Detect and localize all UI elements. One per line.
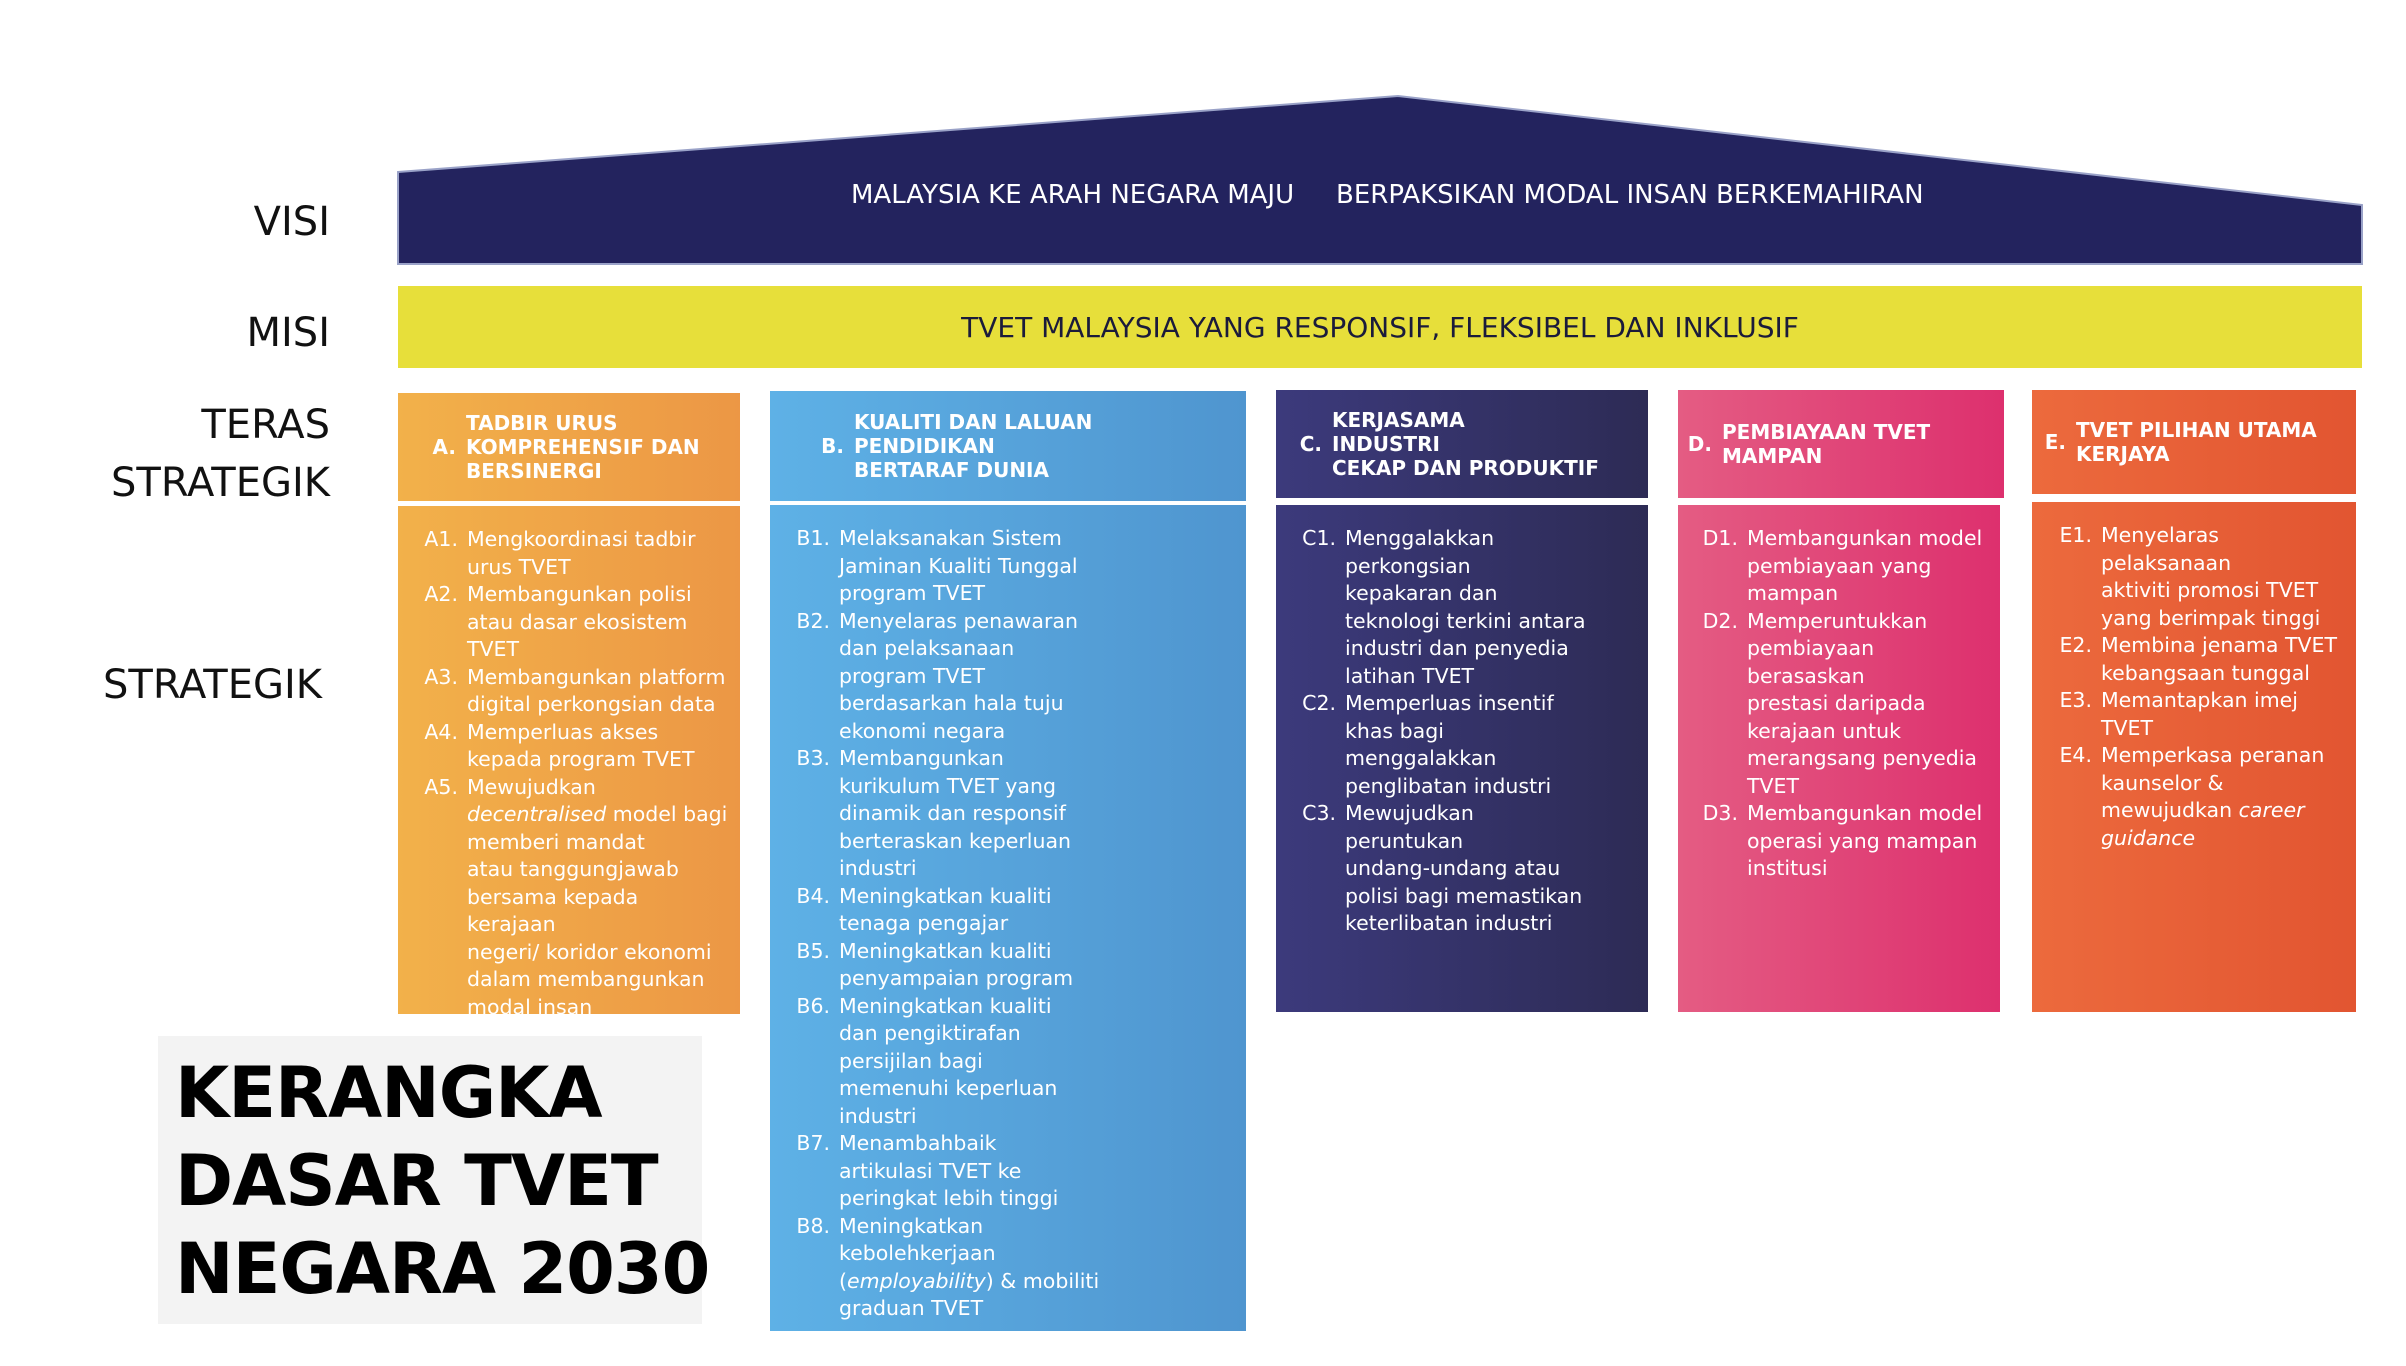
strategy-item: [2032, 687, 2348, 742]
pillar-key: E.: [2044, 430, 2066, 454]
strategy-line: berteraskan keperluan: [839, 828, 1072, 853]
strategy-line: Memantapkan imej: [2101, 688, 2298, 712]
pillar-key: B.: [821, 434, 844, 458]
strategy-line: institusi: [1747, 856, 1828, 880]
strategy-line: dalam membangunkan: [467, 967, 705, 991]
strategy-line: bersama kepada kerajaan: [467, 884, 639, 936]
strategy-code: D2.: [1702, 608, 1738, 633]
strategy-line: Menggalakkan: [1345, 526, 1495, 550]
strategy-line: operasi yang mampan: [1747, 828, 1978, 853]
strategy-line: Membina jenama TVET: [2101, 633, 2337, 657]
strategy-code: B4.: [796, 883, 830, 908]
pillar-b-strategies: [770, 505, 1246, 1331]
strategy-line: Memperluas insentif: [1345, 691, 1554, 715]
strategy-text: [1747, 800, 1992, 883]
strategy-text: [2101, 742, 2348, 852]
strategy-text: [467, 664, 730, 719]
strategy-line: Membangunkan platform: [467, 664, 726, 689]
strategy-line: undang-undang atau: [1345, 856, 1561, 880]
strategy-item: [398, 664, 730, 719]
strategy-line: Membangunkan polisi: [467, 582, 692, 606]
strategy-code: E2.: [2059, 633, 2092, 657]
pillar-title-line: BERSINERGI: [466, 459, 602, 483]
strategy-line: mampan: [1747, 581, 1839, 605]
strategy-line: peruntukan: [1345, 828, 1464, 853]
visi-text-1: MALAYSIA KE ARAH NEGARA MAJU: [851, 180, 1295, 210]
strategy-line: Memperkasa peranan: [2101, 743, 2325, 767]
strategy-item: [770, 608, 1236, 746]
label-strategik: STRATEGIK: [103, 662, 322, 708]
strategy-line: guidance: [2101, 825, 2196, 850]
pillar-title: [854, 410, 1246, 482]
strategy-line: Membangunkan model: [1747, 526, 1983, 550]
strategy-line: berasaskan: [1747, 663, 1865, 688]
strategy-line: Membangunkan model: [1747, 801, 1983, 825]
pillar-title-line: KERJASAMA: [1332, 408, 1465, 432]
pillar-title-line: KUALITI DAN LALUAN: [854, 410, 1093, 434]
strategy-line: industri: [839, 1103, 917, 1128]
pillar-key: D.: [1687, 432, 1712, 456]
strategy-code: B6.: [796, 993, 830, 1018]
strategy-line: negeri/ koridor ekonomi: [467, 939, 712, 964]
strategy-item: [398, 774, 730, 1022]
strategy-line: Membangunkan: [839, 746, 1004, 770]
strategy-item: [1276, 690, 1638, 800]
strategy-line: kepada program TVET: [467, 747, 695, 771]
pillar-title-line: CEKAP DAN PRODUKTIF: [1332, 456, 1599, 480]
label-teras-2: STRATEGIK: [111, 460, 330, 506]
strategy-text: [1747, 525, 1992, 608]
strategy-line: penglibatan industri: [1345, 773, 1552, 798]
strategy-code: B3.: [796, 746, 830, 770]
strategy-line: kurikulum TVET yang: [839, 773, 1057, 798]
strategy-line: industri: [839, 856, 917, 880]
strategy-line: Mewujudkan: [1345, 801, 1474, 825]
pillar-title-line: TVET PILIHAN UTAMA: [2076, 418, 2317, 442]
strategy-line: Memperluas akses: [467, 719, 659, 744]
strategy-line: program TVET: [839, 581, 986, 605]
strategy-line: Menyelaras penawaran: [839, 608, 1078, 633]
strategy-line: kaunselor &: [2101, 770, 2224, 795]
strategy-item: [398, 526, 730, 581]
strategy-line: TVET: [2101, 715, 2154, 740]
strategy-text: [839, 745, 1236, 883]
strategy-line: pembiayaan: [1747, 636, 1875, 660]
strategy-code: B1.: [796, 526, 830, 550]
pillar-title: [2076, 418, 2356, 466]
strategy-line: dan pelaksanaan: [839, 636, 1015, 660]
strategy-item: [2032, 742, 2348, 852]
label-visi: VISI: [253, 199, 330, 245]
strategy-text: [467, 774, 730, 1022]
strategy-line: kepakaran dan: [1345, 581, 1498, 605]
strategy-item: [770, 1213, 1236, 1323]
pillar-title-line: MAMPAN: [1722, 444, 1823, 468]
strategy-line: Memperuntukkan: [1747, 608, 1928, 633]
strategy-line: Jaminan Kualiti Tunggal: [839, 553, 1078, 578]
title-line-1: KERANGKA: [175, 1052, 602, 1134]
strategy-line: modal insan: [467, 994, 593, 1019]
strategy-line: decentralised model bagi: [467, 802, 728, 826]
strategy-text: [467, 581, 730, 664]
strategy-line: memenuhi keperluan: [839, 1076, 1058, 1100]
strategy-line: Mewujudkan: [467, 774, 596, 799]
strategy-line: tenaga pengajar: [839, 911, 1009, 935]
strategy-line: ekonomi negara: [839, 718, 1006, 743]
strategy-line: aktiviti promosi TVET: [2101, 578, 2319, 602]
strategy-text: [1345, 690, 1638, 800]
strategy-item: [1678, 608, 1992, 801]
strategy-line: dinamik dan responsif: [839, 801, 1066, 825]
visi-banner: [0, 0, 2406, 280]
pillar-b-header: [770, 391, 1246, 501]
strategy-text: [2101, 687, 2348, 742]
strategy-item: [398, 719, 730, 774]
pillar-a-header: [398, 393, 740, 501]
strategy-line: atau tanggungjawab: [467, 857, 679, 881]
pillar-title-line: INDUSTRI: [1332, 432, 1440, 456]
strategy-item: [770, 1130, 1236, 1213]
strategy-line: TVET: [1747, 773, 1800, 798]
strategy-line: dan pengiktirafan: [839, 1021, 1021, 1045]
strategy-code: B5.: [796, 938, 830, 963]
pillar-a-strategies: [398, 506, 740, 1019]
strategy-text: [839, 938, 1236, 993]
label-misi: MISI: [246, 310, 330, 356]
strategy-line: peringkat lebih tinggi: [839, 1186, 1059, 1210]
pillar-title-line: TADBIR URUS: [466, 411, 618, 435]
strategy-item: [398, 581, 730, 664]
strategy-line: artikulasi TVET ke: [839, 1158, 1022, 1183]
strategy-item: [1678, 800, 1992, 883]
pillar-c-header: [1276, 390, 1648, 498]
strategy-line: memberi mandat: [467, 829, 645, 854]
strategy-line: latihan TVET: [1345, 663, 1475, 688]
strategy-line: kebolehkerjaan: [839, 1241, 996, 1265]
strategy-line: atau dasar ekosistem: [467, 609, 688, 634]
strategy-item: [770, 993, 1236, 1131]
strategy-item: [2032, 632, 2348, 687]
strategy-code: A4.: [424, 719, 458, 744]
strategy-code: D1.: [1702, 526, 1738, 550]
strategy-code: C1.: [1302, 526, 1336, 550]
strategy-line: Meningkatkan kualiti: [839, 883, 1052, 908]
strategy-text: [1747, 608, 1992, 801]
strategy-item: [1276, 525, 1638, 690]
pillar-title-line: PEMBIAYAAN TVET: [1722, 420, 1931, 444]
pillar-title-line: KERJAYA: [2076, 442, 2170, 466]
strategy-line: Mengkoordinasi tadbir: [467, 527, 696, 551]
strategy-line: yang berimpak tinggi: [2101, 605, 2321, 630]
strategy-text: [839, 525, 1236, 608]
strategy-line: Meningkatkan: [839, 1213, 984, 1238]
strategy-text: [467, 719, 730, 774]
strategy-line: industri dan penyedia: [1345, 636, 1569, 660]
strategy-text: [467, 526, 730, 581]
pillar-title: [1332, 408, 1648, 480]
visi-text-2: BERPAKSIKAN MODAL INSAN BERKEMAHIRAN: [1336, 180, 1924, 210]
pillar-e-header: [2032, 390, 2356, 494]
pillar-d-strategies: [1678, 505, 2000, 1012]
strategy-code: A1.: [424, 527, 458, 551]
strategy-line: graduan TVET: [839, 1296, 984, 1320]
strategy-item: [770, 883, 1236, 938]
strategy-text: [839, 1213, 1236, 1323]
strategy-line: Menambahbaik: [839, 1131, 997, 1155]
strategy-text: [1345, 800, 1638, 938]
strategy-item: [770, 938, 1236, 993]
strategy-line: merangsang penyedia: [1747, 746, 1977, 770]
pillar-title-line: KOMPREHENSIF DAN: [466, 435, 700, 459]
strategy-line: khas bagi: [1345, 718, 1444, 743]
strategy-text: [1345, 525, 1638, 690]
strategy-code: A3.: [424, 664, 458, 689]
misi-text: TVET MALAYSIA YANG RESPONSIF, FLEKSIBEL DAN INKLUSIF: [961, 310, 1799, 344]
pillar-d-header: [1678, 390, 2004, 498]
strategy-line: kerajaan untuk: [1747, 718, 1901, 743]
strategy-code: E1.: [2059, 523, 2092, 547]
strategy-code: B2.: [796, 608, 830, 633]
strategy-text: [2101, 632, 2348, 687]
strategy-item: [1276, 800, 1638, 938]
strategy-line: polisi bagi memastikan: [1345, 883, 1583, 908]
strategy-line: TVET: [467, 637, 520, 661]
strategy-line: Meningkatkan kualiti: [839, 993, 1052, 1018]
strategy-line: perkongsian: [1345, 553, 1471, 578]
strategy-line: teknologi terkini antara: [1345, 608, 1586, 633]
strategy-line: pelaksanaan: [2101, 550, 2232, 575]
strategy-code: D3.: [1702, 801, 1738, 825]
strategy-line: digital perkongsian data: [467, 692, 716, 716]
strategy-text: [839, 608, 1236, 746]
title-line-2: DASAR TVET: [175, 1140, 658, 1222]
pillar-title: [466, 411, 740, 483]
strategy-line: kebangsaan tunggal: [2101, 660, 2310, 685]
strategy-line: (employability) & mobiliti: [839, 1268, 1100, 1293]
title-line-3: NEGARA 2030: [175, 1228, 710, 1310]
strategy-line: prestasi daripada: [1747, 691, 1926, 715]
strategy-code: A2.: [424, 582, 458, 606]
strategy-line: Menyelaras: [2101, 523, 2219, 547]
strategy-line: penyampaian program: [839, 966, 1074, 990]
strategy-line: pembiayaan yang: [1747, 553, 1932, 578]
strategy-item: [770, 745, 1236, 883]
strategy-line: urus TVET: [467, 554, 571, 579]
pillar-e-strategies: [2032, 502, 2356, 1012]
pillar-title: [1722, 420, 2004, 468]
strategy-code: C2.: [1302, 691, 1336, 715]
label-teras-1: TERAS: [201, 402, 330, 448]
pillar-key: C.: [1299, 432, 1322, 456]
strategy-code: E3.: [2059, 688, 2092, 712]
pillar-key: A.: [432, 435, 456, 459]
strategy-text: [839, 883, 1236, 938]
strategy-code: E4.: [2059, 743, 2092, 767]
strategy-line: Melaksanakan Sistem: [839, 526, 1062, 550]
strategy-line: mewujudkan career: [2101, 798, 2305, 822]
strategy-line: berdasarkan hala tuju: [839, 691, 1064, 715]
strategy-item: [1678, 525, 1992, 608]
strategy-text: [839, 1130, 1236, 1213]
pillar-title-line: BERTARAF DUNIA: [854, 458, 1049, 482]
strategy-line: persijilan bagi: [839, 1048, 983, 1073]
strategy-code: B8.: [796, 1213, 830, 1238]
strategy-item: [2032, 522, 2348, 632]
strategy-line: menggalakkan: [1345, 746, 1497, 770]
strategy-code: B7.: [796, 1131, 830, 1155]
pillar-title-line: PENDIDIKAN: [854, 434, 995, 458]
strategy-code: C3.: [1302, 801, 1336, 825]
strategy-line: keterlibatan industri: [1345, 911, 1553, 935]
misi-band: [398, 286, 2362, 368]
pillar-c-strategies: [1276, 505, 1648, 1012]
strategy-text: [839, 993, 1236, 1131]
strategy-line: Meningkatkan kualiti: [839, 938, 1052, 963]
strategy-code: A5.: [424, 774, 458, 799]
strategy-item: [770, 525, 1236, 608]
strategy-line: program TVET: [839, 663, 986, 688]
strategy-text: [2101, 522, 2348, 632]
